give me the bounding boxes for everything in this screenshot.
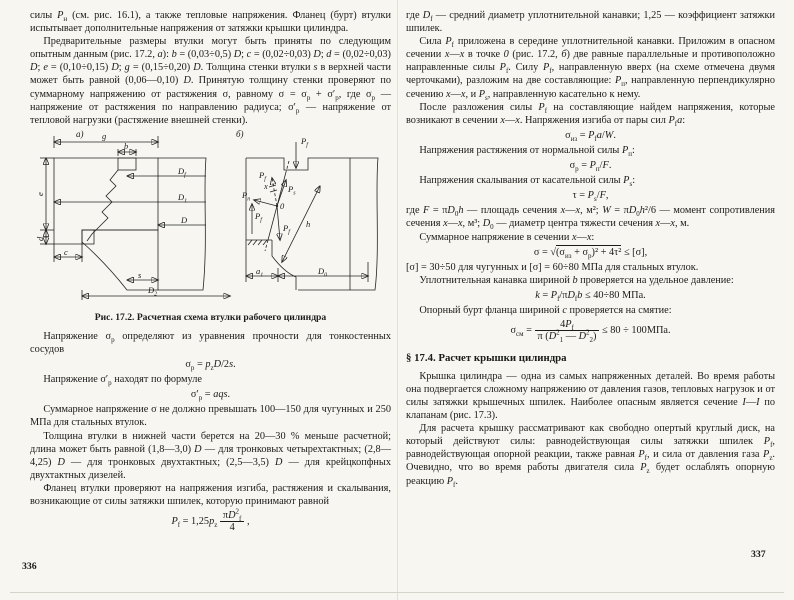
dim-label-s: s xyxy=(138,269,142,280)
point-label-O: 0 xyxy=(280,200,285,211)
page-number-right: 337 xyxy=(751,549,766,560)
paragraph: Крышка цилиндра — одна из самых напряженных деталей. Во время работы она подвергается сложному напряжению от давления газов, тепловых нагрузок и от силы затяжки крышечных шпилек. Наиболее опасным является сечение I—I по клапанам (рис. 17.3). xyxy=(406,370,775,422)
formula-sigma-p: $\sigma_р = p_zD/2s$. xyxy=(185,359,236,373)
paragraph: Напряжение $\sigma'_р$ находят по формуле xyxy=(43,374,202,388)
dim-label-h: h xyxy=(306,218,311,229)
paragraph: Для расчета крышку рассматривают как свободно опертый круглый диск, на который действуют силы: равнодействующая силы затяжки шпилек $P_f$, равнодействующая опорной реакции, также равная $P_f$, и сила от давления газа $P_z$. Очевидно, что во время работы двигателя сила $P_z$ будет ослаблять опорную реакцию $P_f$. xyxy=(406,423,775,489)
figure-caption: Рис. 17.2. Расчетная схема втулки рабочего цилиндра xyxy=(94,311,327,323)
force-label-Pf-top: $P_f$ xyxy=(301,135,308,149)
paragraph: Фланец втулки проверяют на напряжения изгиба, растяжения и скалывания, возникающие от силы затяжки шпилек, которую принимают равной xyxy=(30,482,391,507)
dim-label-b: b xyxy=(124,140,129,151)
dim-label-D0: $D_0$ xyxy=(318,265,328,279)
section-heading-17-4: § 17.4. Расчет крышки цилиндра xyxy=(406,351,567,364)
leader-label-Df: $D_f$ xyxy=(178,165,186,179)
formula-sigma-total: $\sigma = √(\sigma_{из} + \sigma_р)^2 + 4\tau^2 \le [\sigma]$, xyxy=(533,246,648,260)
formula-sigma-sm: $\sigma_{см}$ = $\frac{4P_f}{\pi (D^2_1 — D^2_2)}$ ≤ 80 ÷ 100МПа. xyxy=(510,319,671,345)
drawing-a xyxy=(40,136,230,300)
dim-label-e: e xyxy=(35,192,45,196)
page-number-left: 336 xyxy=(22,561,37,572)
figure-17-2-drawing xyxy=(30,130,391,304)
formula-k: $k = P_f/\pi D_fb \le 40\div 80$ МПа. xyxy=(535,289,646,303)
scan-bottom-edge xyxy=(10,592,784,593)
right-page xyxy=(406,9,775,488)
force-label-Pf-down: $P_f$ xyxy=(283,222,290,236)
force-label-Pf-left: $P_f$ xyxy=(255,210,262,224)
panel-label-b: б) xyxy=(236,128,244,139)
paragraph: Напряжения скалывания от касательной силы $P_s$: xyxy=(419,175,636,189)
leader-label-D1: $D_1$ xyxy=(178,191,188,205)
formula-sigma-p-prime: $\sigma'_р$ = aqs. xyxy=(190,389,231,403)
dim-label-d: d xyxy=(35,236,45,241)
paragraph: Предварительные размеры втулки могут быть приняты по следующим опытным данным (рис. 17.2, а): b = (0,03÷0,5) D; c = (0,02÷0,03) D; d = (0,02÷0,03) D; e = (0,10÷0,15) D; g = (0,15÷0,20) D. Толщина стенки втулки s в верхней части может быть равной (0,06—0,10) D. Принятую толщину стенки проверяют по суммарному напряжению от растяжения σ, равному $\sigma = \sigma_р + \sigma'_р$, где $\sigma_р$ — напряжение от растяжения по направлению радиуса; $\sigma'_р$ — напряжение от тепловой нагрузки (растяжение внешней стенки). xyxy=(30,36,392,126)
force-label-Pf-dashed: $P_f$ xyxy=(259,169,266,183)
paragraph: силы $Р_н$ (см. рис. 16.1), а также тепловые напряжения. Фланец (бурт) втулки испытывает дополнительные напряжения от затяжки крышки цилиндра. xyxy=(30,10,391,35)
formula-tau: $\tau = P_s/F$, xyxy=(572,190,609,204)
paragraph: Толщина втулки в нижней части берется на 20—30 % меньше расчетной; длина может быть равной (1,8—3,0) D — для тронковых четырехтактных; (2,8—4,25) D — для тронковых двухтактных; (2,5—3,5) D — для крейцкопфных двухтактных дизелей. xyxy=(30,430,391,481)
paragraph: где $F = \pi D_0h$ — площадь сечения х—х, м²; $W = \pi D_0h^2/6$ — момент сопротивления сечения х—х, м³; $D_0$ — диаметр центра тяжести сечения х—х, м. xyxy=(406,205,776,232)
paragraph: Опорный бурт фланца шириной с проверяется на смятие: xyxy=(419,304,672,316)
dim-label-g: g xyxy=(102,130,107,141)
paragraph: где $D_f$ — средний диаметр уплотнительной канавки; 1,25 — коэффициент затяжки шпилек. xyxy=(406,10,775,35)
formula-sigma-r: $\sigma_р = P_п/F$. xyxy=(569,160,612,174)
panel-label-a: а) xyxy=(76,128,84,139)
leader-label-D: D xyxy=(181,214,188,225)
axis-label-x: x xyxy=(264,180,268,191)
dim-label-a1: $a_1$ xyxy=(256,265,264,279)
paragraph: Сила $P_f$ приложена в середине уплотнительной канавки. Приложим в опасном сечении х—х в точке 0 (рис. 17.2, б) две равные параллельные и противоположно направленные силы $P_f$. Силу $P_f$, направленную вверх (на схеме отмечена двумя черточками), разложим на две составляющие: $P_п$, направленную перпендикулярно сечению х—х, и $P_s$, направленную касательно к нему. xyxy=(406,36,776,102)
figure-17-2 xyxy=(30,130,391,326)
dim-label-c: c xyxy=(64,246,68,257)
force-label-Ps: $P_s$ xyxy=(288,183,296,197)
paragraph: Уплотнительная канавка шириной b проверяется на удельное давление: xyxy=(419,274,734,286)
paragraph: Напряжение $\sigma_р$ определяют из уравнения прочности для тонкостенных сосудов xyxy=(30,330,391,355)
paragraph: Суммарное напряжение σ не должно превышать 100—150 для чугунных и 250 МПа для стальных втулок. xyxy=(30,404,391,429)
force-label-Pn: $P_п$ xyxy=(242,189,251,203)
paragraph: Напряжения растяжения от нормальной силы $P_п$: xyxy=(419,144,635,158)
paragraph: [σ] = 30÷50 для чугунных и [σ] = 60÷80 МПа для стальных втулок. xyxy=(406,261,699,273)
page-gutter-line xyxy=(397,0,398,600)
paragraph: Суммарное напряжение в сечении х—х: xyxy=(419,231,595,243)
formula-sigma-iz: $\sigma_{из} = P_fа/W$. xyxy=(565,129,616,143)
drawing-b xyxy=(246,142,378,290)
left-page xyxy=(30,9,391,536)
formula-Pf: $P_f = 1,25p_z$ $\frac{\pi D^2_f}{4}$ , xyxy=(171,507,250,534)
dim-label-D2: $D_2$ xyxy=(148,284,158,298)
paragraph: После разложения силы $P_f$ на составляющие найдем напряжения, которые возникают в сечении х—х. Напряжения изгиба от пары сил $P_fа$: xyxy=(406,101,775,128)
